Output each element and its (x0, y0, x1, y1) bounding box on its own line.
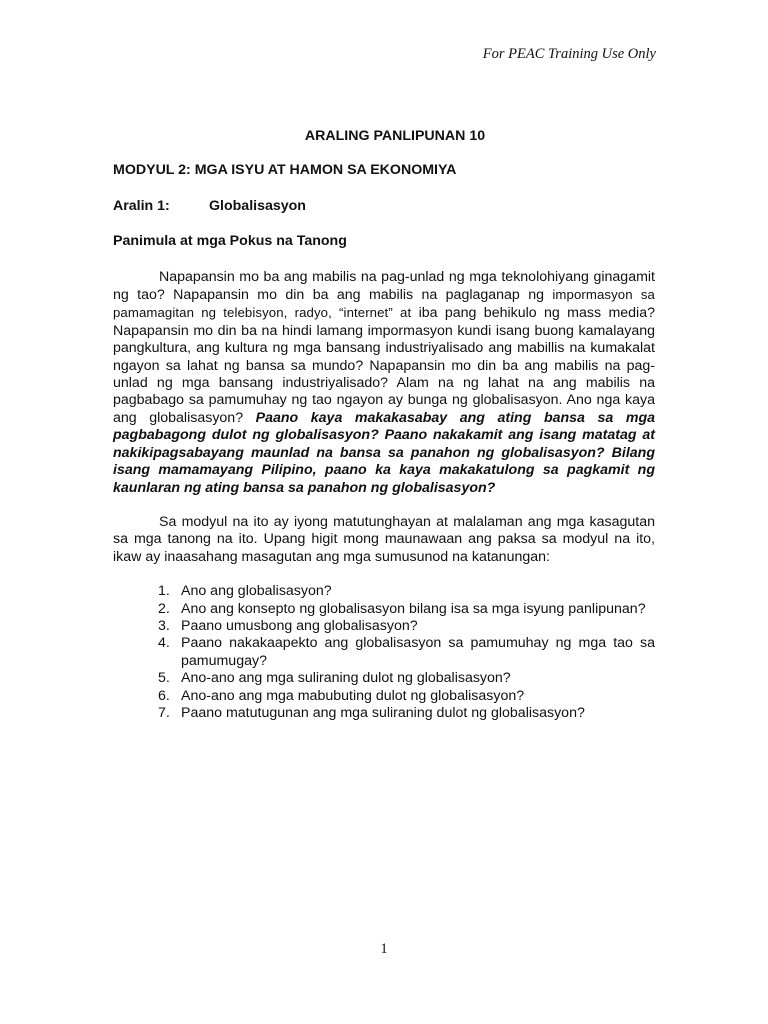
list-item (158, 600, 655, 618)
list-item-number: 5. (158, 670, 170, 687)
list-item (158, 687, 655, 705)
list-item-text: Paano matutugunan ang mga suliraning dulot ng globalisasyon? (181, 704, 585, 721)
focus-questions-list (113, 583, 655, 722)
page-number: 1 (380, 941, 388, 957)
section-heading: Panimula at mga Pokus na Tanong (113, 233, 347, 250)
list-item (158, 635, 655, 670)
list-item (158, 704, 655, 722)
module-heading: MODYUL 2: MGA ISYU AT HAMON SA EKONOMIYA (113, 162, 457, 179)
intro-paragraph (113, 269, 655, 497)
lesson-label: Aralin 1: (113, 197, 170, 214)
list-item-text: Paano umusbong ang globalisasyon? (181, 617, 418, 634)
list-item (158, 583, 655, 600)
list-item-number: 2. (158, 600, 170, 617)
header-note: For PEAC Training Use Only (482, 46, 656, 62)
intro-focus-questions: Paano kaya makakasabay ang ating bansa sa mga pagbabagong dulot ng globalisasyon? Paano nakakamit ang isang matatag at nakikipagsabayang maunlad na bansa sa panahon ng globalisasyon? Bilang isang mamamayang Pilipino, paano ka kaya makakatulong sa pagkamit ng kaunlaran ng ating bansa sa panahon ng globalisasyon? (113, 409, 655, 496)
intro-text-part1: Napapansin mo ba ang mabilis na pag-unlad ng mga teknolohiyang ginagamit ng tao? Napapansin mo din ba ang mabilis na paglaganap ng (113, 268, 655, 304)
list-item-text: Ano-ano ang mga mabubuting dulot ng globalisasyon? (181, 687, 525, 704)
list-item-number: 1. (158, 583, 170, 600)
intro-text-part3: iba pang behikulo ng mass media? Napapansin mo din ba na hindi lamang impormasyon kundi isang buong kamalayang pangkultura, ang kultura ng mga bansang industriyalisado ang mabillis na kumakalat ngayon sa lahat ng bansa sa mundo? Napapansin mo din ba ang mabilis na pag-unlad ng mga bansang industriyalisado? Alam na ng lahat na ang mabilis na pagbabago sa pamumuhay ng tao ngayon ay bunga ng globalisasyon. Ano nga kaya ang globalisasyon? (113, 305, 655, 426)
lesson-heading (113, 198, 655, 215)
document-body (113, 128, 655, 722)
module-paragraph: Sa modyul na ito ay iyong matutunghayan at malalaman ang mga kasagutan sa mga tanong na ito. Upang higit mong maunawaan ang paksa sa modyul na ito, ikaw ay inaasahang masagutan ang mga sumusunod na katanungan: (113, 513, 655, 565)
intro-text-part2: impormasyon sa pamamagitan ng telebisyon, radyo, “internet” at (113, 287, 655, 321)
list-item-text: Ano-ano ang mga suliraning dulot ng globalisasyon? (181, 670, 511, 687)
list-item-text: Paano nakakaapekto ang globalisasyon sa pamumuhay ng mga tao sa pamumugay? (181, 635, 655, 669)
list-item-number: 4. (158, 635, 170, 652)
lesson-title: Globalisasyon (209, 197, 306, 214)
list-item-text: Ano ang globalisasyon? (181, 583, 332, 600)
list-item-number: 6. (158, 687, 170, 704)
list-item (158, 617, 655, 635)
list-item-number: 3. (158, 617, 170, 634)
list-item-number: 7. (158, 704, 170, 721)
list-item-text: Ano ang konsepto ng globalisasyon bilang isa sa mga isyung panlipunan? (181, 600, 646, 617)
document-title: ARALING PANLIPUNAN 10 (304, 128, 486, 144)
list-item (158, 670, 655, 687)
